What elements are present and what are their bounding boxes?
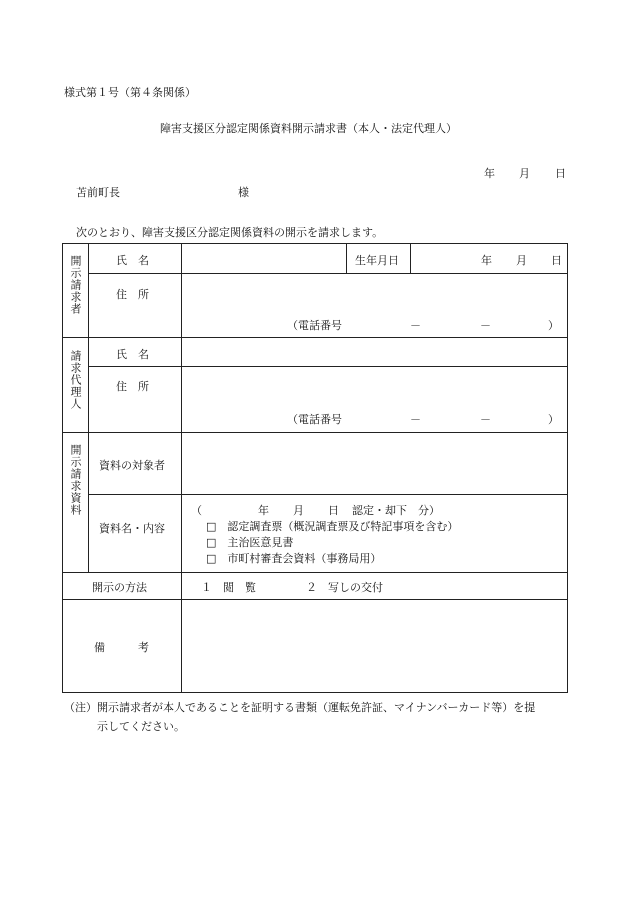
material-checkbox-item[interactable]: □ 認定調査票（概況調査票及び特記事項を含む） [206,520,459,533]
birth-month: 月 [516,254,527,267]
col-divider [346,243,347,273]
cert-year: 年 [258,504,269,517]
agent-phone-close: ） [548,413,559,426]
date-year: 年 [484,167,495,180]
cert-day: 日 [328,504,339,517]
requester-phone-close: ） [548,319,559,332]
addressee-mayor: 苫前町長 [76,186,120,199]
remarks-label: 備 考 [94,641,149,654]
requester-name-label: 氏 名 [116,254,149,267]
col-divider [410,243,411,273]
col-divider [88,243,89,572]
material-subject-label: 資料の対象者 [99,459,165,472]
agent-phone-label: （電話番号 [287,413,342,426]
row-divider [62,572,568,573]
requester-address-label: 住 所 [116,288,149,301]
agent-address-field[interactable] [182,367,567,407]
date-day: 日 [555,167,566,180]
form-number: 様式第１号（第４条関係） [64,86,196,99]
requester-phone-dash: － [480,319,491,332]
agent-address-label: 住 所 [116,380,149,393]
birth-day: 日 [551,254,562,267]
remarks-field[interactable] [182,600,567,692]
material-subject-field[interactable] [182,433,567,493]
agent-phone-dash: － [480,413,491,426]
requester-name-field[interactable] [182,244,345,272]
material-content-label: 資料名・内容 [99,522,165,535]
agent-name-field[interactable] [182,338,567,366]
agent-name-label: 氏 名 [116,348,149,361]
material-checkbox-item[interactable]: □ 主治医意見書 [206,536,294,549]
material-section-label: 開示請求資料 [69,444,82,516]
birth-year: 年 [481,254,492,267]
row-divider [88,494,568,495]
note-line-1: （注）開示請求者が本人であることを証明する書類（運転免許証、マイナンバーカード等）を提 [64,701,536,714]
note-line-2: 示してください。 [97,720,185,733]
cert-month: 月 [293,504,304,517]
cert-suffix: 認定・却下 分） [352,504,440,517]
document-title: 障害支援区分認定関係資料開示請求書（本人・法定代理人） [160,122,457,135]
method-option-copy[interactable]: ２ 写しの交付 [306,581,383,594]
addressee-honorific: 様 [238,186,249,199]
agent-phone-dash: － [410,413,421,426]
requester-address-field[interactable] [182,274,567,314]
intro-text: 次のとおり、障害支援区分認定関係資料の開示を請求します。 [76,226,384,239]
agent-section-label: 請求代理人 [69,350,82,410]
requester-phone-dash: － [410,319,421,332]
requester-birthdate-label: 生年月日 [355,254,399,267]
requester-section-label: 開示請求者 [69,255,82,315]
cert-open: （ [191,504,202,517]
date-month: 月 [519,167,530,180]
method-option-view[interactable]: １ 閲 覧 [201,581,256,594]
material-checkbox-item[interactable]: □ 市町村審査会資料（事務局用） [206,552,382,565]
requester-phone-label: （電話番号 [287,319,342,332]
method-label: 開示の方法 [92,581,147,594]
